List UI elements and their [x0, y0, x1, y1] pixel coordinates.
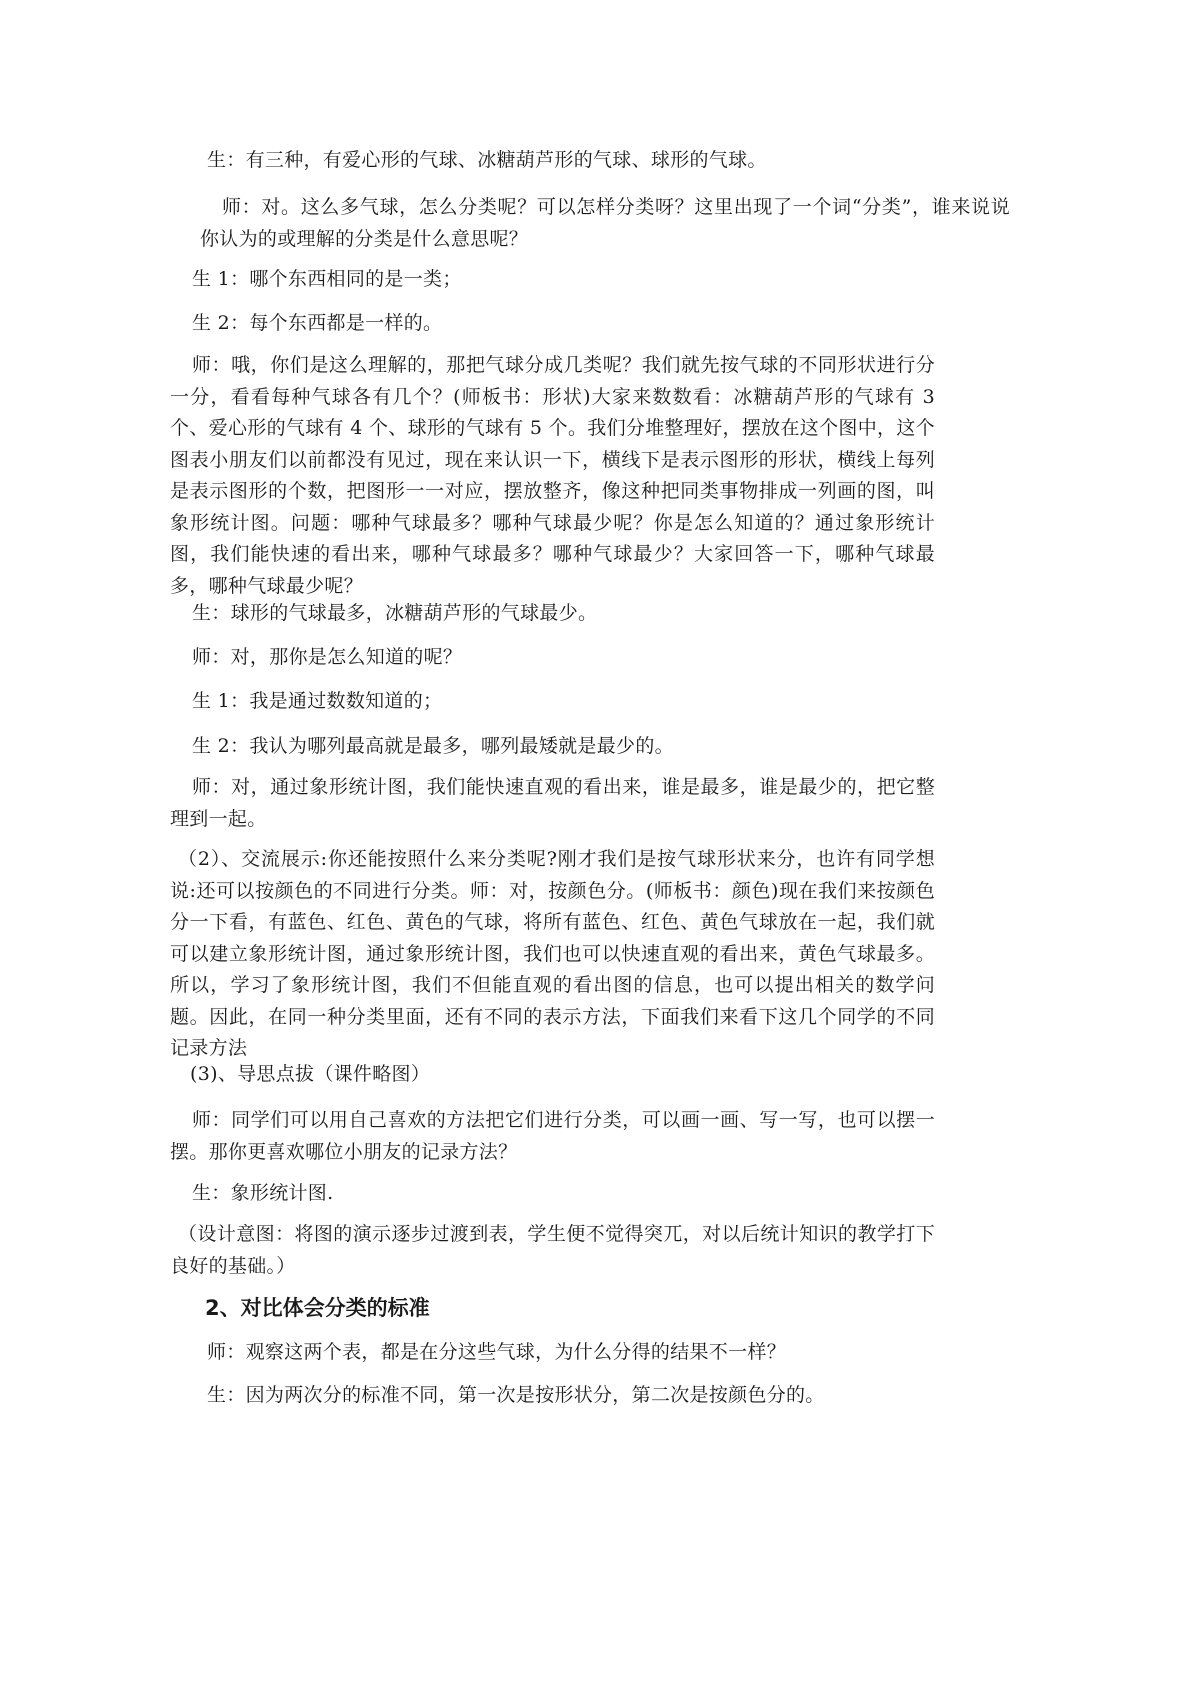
paragraph-exchange-display: （2）、交流展示:你还能按照什么来分类呢?刚才我们是按气球形状来分，也许有同学想说:还可以按颜色的不同进行分类。师：对，按颜色分。(师板书：颜色)现在我们来按颜色分一下看，有蓝色、红色、黄色的气球，将所有蓝色、红色、黄色气球放在一起，我们就可以建立象形统计图，通过象形统计图，我们也可以快速直观的看出来，黄色气球最多。所以，学习了象形统计图，我们不但能直观的看出图的信息，也可以提出相关的数学问题。因此，在同一种分类里面，还有不同的表示方法，下面我们来看下这几个同学的不同记录方法 [170, 848, 935, 1059]
paragraph-student1-counting: 生 1：我是通过数数知道的； [192, 690, 443, 712]
paragraph-teacher-pictograph-summary: 师：对，通过象形统计图，我们能快速直观的看出来，谁是最多，谁是最少的，把它整理到一起。 [170, 776, 935, 830]
paragraph-student2-tallest-column: 生 2：我认为哪列最高就是最多，哪列最矮就是最少的。 [192, 735, 674, 757]
paragraph-student-most-least: 生：球形的气球最多，冰糖葫芦形的气球最少。 [192, 602, 598, 624]
paragraph-student-three-kinds: 生：有三种，有爱心形的气球、冰糖葫芦形的气球、球形的气球。 [207, 149, 767, 171]
paragraph-student2-each-same: 生 2：每个东西都是一样的。 [192, 312, 443, 334]
paragraph-teacher-shape-classification: 师：哦，你们是这么理解的，那把气球分成几类呢？我们就先按气球的不同形状进行分一分，看看每种气球各有几个？(师板书：形状)大家来数数看：冰糖葫芦形的气球有 3 个、爱心形的气球有 4 个、球形的气球有 5 个。我们分堆整理好，摆放在这个图中，这个图表小朋友们以前都没有见过，现在来认识一下，横线下是表示图形的形状，横线上每列是表示图形的个数，把图形一一对应，摆放整齐，像这种把同类事物排成一列画的图，叫象形统计图。问题：哪种气球最多？哪种气球最少呢？你是怎么知道的？通过象形统计图，我们能快速的看出来，哪种气球最多？哪种气球最少？大家回答一下，哪种气球最多，哪种气球最少呢？ [170, 354, 935, 597]
paragraph-design-intent: （设计意图：将图的演示逐步过渡到表，学生便不觉得突兀，对以后统计知识的教学打下良好的基础。） [170, 1223, 935, 1277]
section-heading-compare-standards: 2、对比体会分类的标准 [205, 1296, 430, 1320]
paragraph-student-pictograph: 生：象形统计图. [192, 1182, 334, 1204]
paragraph-student1-same-category: 生 1：哪个东西相同的是一类； [192, 268, 462, 290]
paragraph-teacher-classify-question: 师：对。这么多气球，怎么分类呢？可以怎样分类呀？这里出现了一个词“分类”，谁来说说你认为的或理解的分类是什么意思呢？ [200, 196, 1010, 250]
paragraph-student-different-standards: 生：因为两次分的标准不同，第一次是按形状分，第二次是按颜色分的。 [207, 1384, 825, 1406]
paragraph-teacher-recording-method: 师：同学们可以用自己喜欢的方法把它们进行分类，可以画一画、写一写，也可以摆一摆。那你更喜欢哪位小朋友的记录方法？ [170, 1109, 935, 1163]
paragraph-teacher-how-know: 师：对，那你是怎么知道的呢？ [192, 646, 463, 668]
paragraph-guided-thinking: (3)、导思点拔（课件略图） [190, 1063, 431, 1085]
paragraph-teacher-observe-tables: 师：观察这两个表，都是在分这些气球，为什么分得的结果不一样？ [207, 1341, 787, 1363]
